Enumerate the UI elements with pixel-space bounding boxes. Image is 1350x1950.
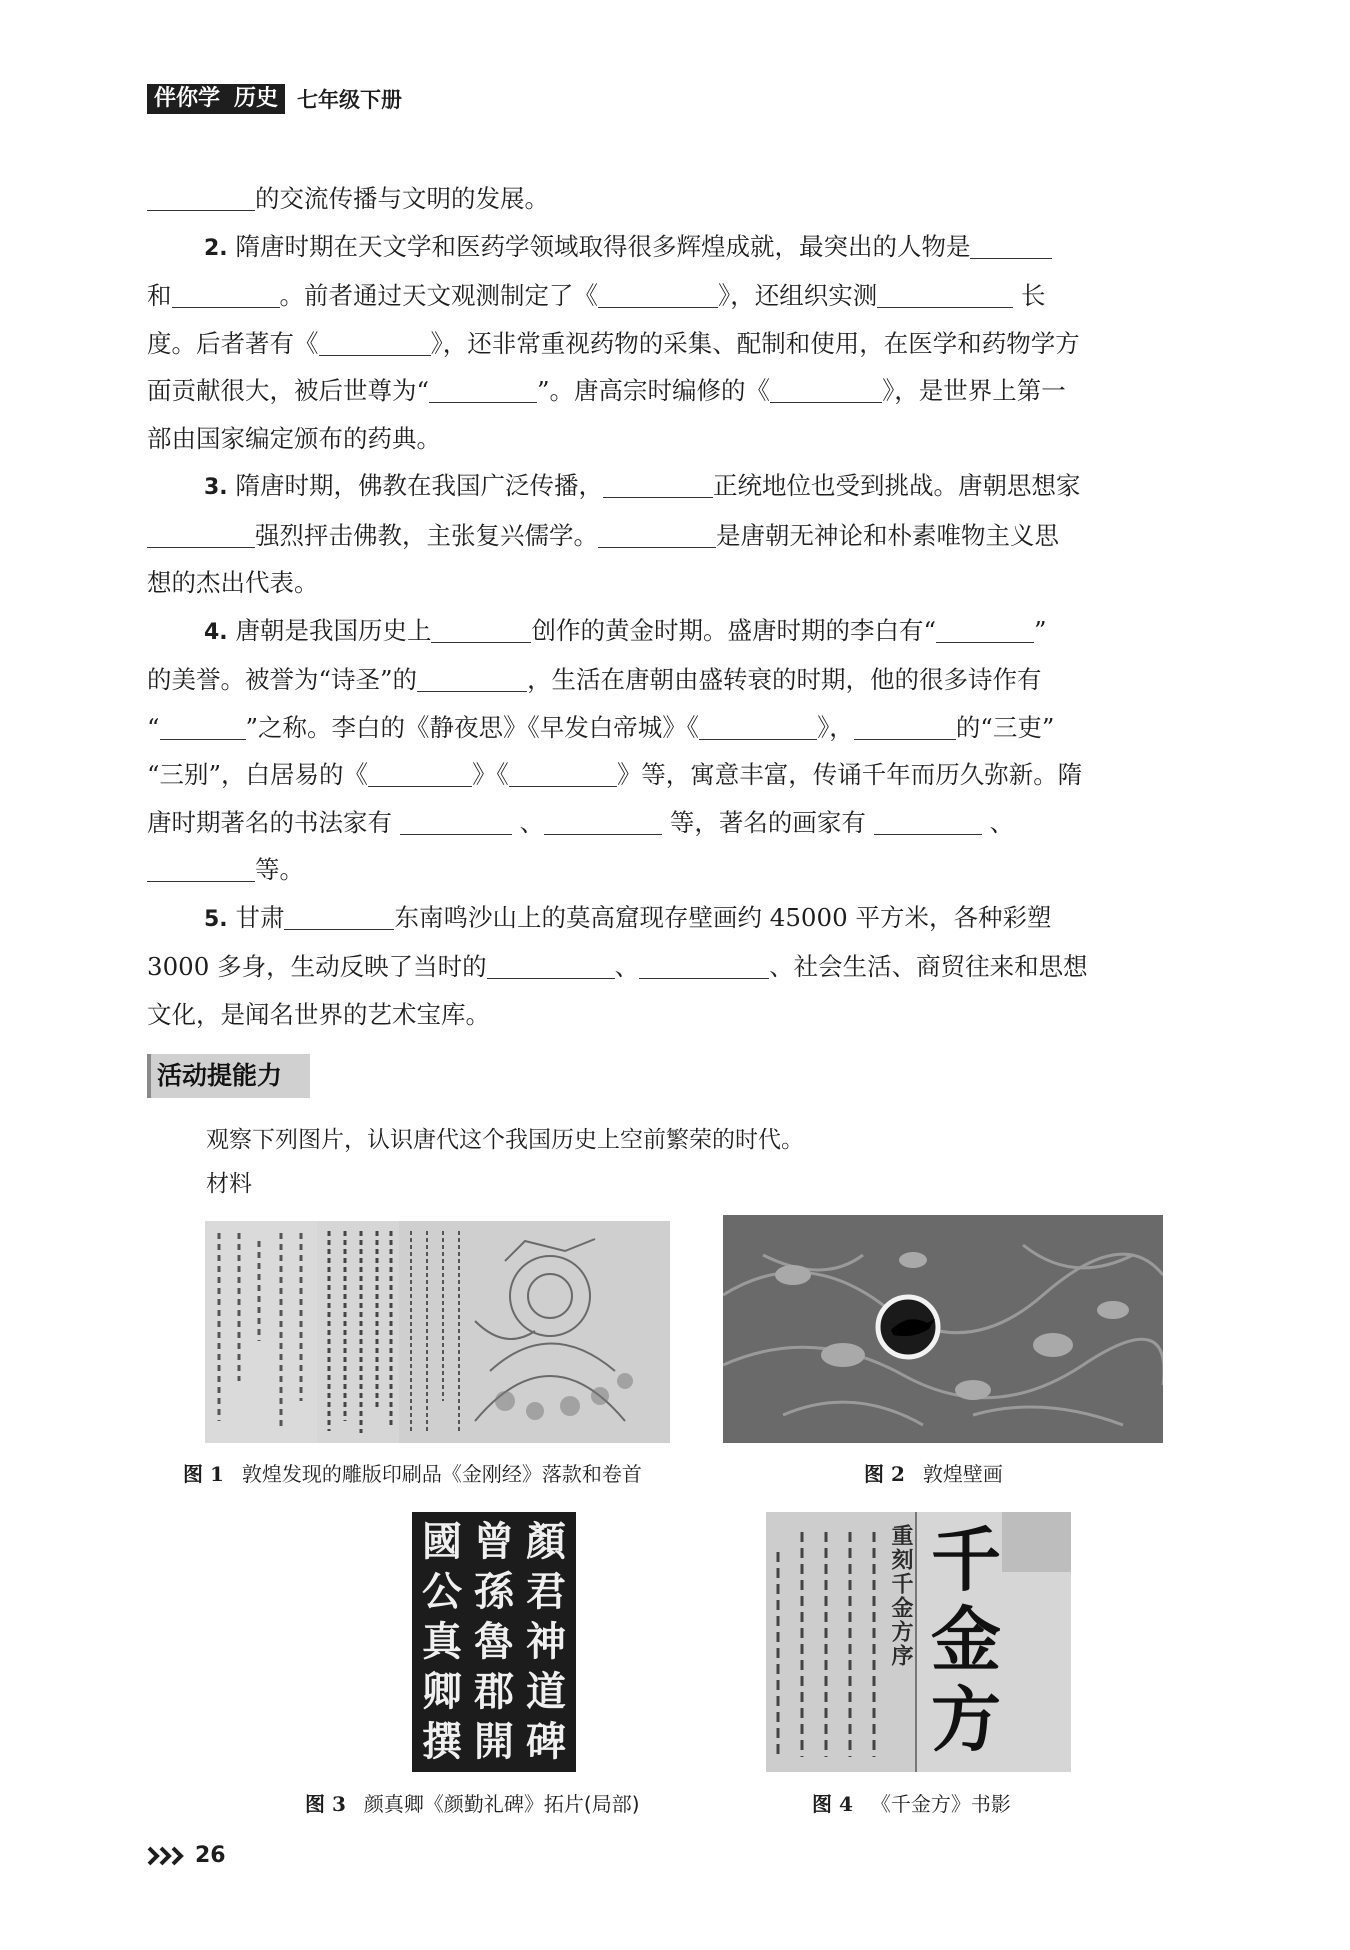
question-4-line6: 等。 bbox=[147, 846, 1194, 894]
activity-intro: 观察下列图片，认识唐代这个我国历史上空前繁荣的时代。 bbox=[206, 1127, 804, 1153]
answer-blank[interactable] bbox=[400, 808, 512, 835]
preface-title: 重刻千金方序 bbox=[888, 1524, 914, 1668]
answer-blank[interactable] bbox=[509, 760, 617, 787]
answer-blank[interactable] bbox=[699, 713, 817, 740]
answer-blank[interactable] bbox=[970, 232, 1052, 259]
figure-4-image bbox=[766, 1512, 1071, 1772]
question-3-line2: 强烈抨击佛教，主张复兴儒学。 是唐朝无神论和朴素唯物主义思 bbox=[147, 512, 1194, 560]
page-number: 26 bbox=[195, 1843, 226, 1868]
fill-in-questions bbox=[147, 175, 1194, 1038]
figure-2-image bbox=[723, 1215, 1163, 1443]
rubbing-column bbox=[416, 1518, 468, 1766]
answer-blank[interactable] bbox=[877, 281, 1013, 308]
rubbing-char: 曾 bbox=[474, 1518, 514, 1565]
triple-chevron-icon bbox=[147, 1845, 187, 1867]
qianjinfang-title bbox=[926, 1520, 1006, 1760]
figure-4-caption: 图 4 《千金方》书影 bbox=[812, 1792, 1011, 1816]
question-5: 5. 甘肃 东南鸣沙山上的莫高窟现存壁画约 45000 平方米，各种彩塑 bbox=[204, 902, 1052, 932]
rubbing-char: 魯 bbox=[474, 1618, 514, 1665]
rubbing-char: 神 bbox=[526, 1618, 566, 1665]
answer-blank[interactable] bbox=[639, 952, 769, 979]
rubbing-char: 撰 bbox=[422, 1718, 462, 1765]
title-char: 金 bbox=[931, 1598, 1001, 1681]
question-3: 3. 隋唐时期，佛教在我国广泛传播， 正统地位也受到挑战。唐朝思想家 bbox=[204, 471, 1081, 500]
figure-2-caption: 图 2 敦煌壁画 bbox=[864, 1462, 1003, 1486]
question-2-line5: 部由国家编定颁布的药典。 bbox=[147, 423, 441, 453]
question-1-tail: 的交流传播与文明的发展。 bbox=[147, 175, 1194, 223]
activity-section-tag: 活动提能力 bbox=[147, 1054, 310, 1098]
rubbing-char: 開 bbox=[474, 1718, 514, 1765]
question-5-line2: 3000 多身，生动反映了当时的 、 、社会生活、商贸往来和思想 bbox=[147, 952, 1088, 981]
figure-3-image bbox=[412, 1512, 576, 1772]
answer-blank[interactable] bbox=[854, 713, 956, 740]
question-4: 4. 唐朝是我国历史上 创作的黄金时期。盛唐时期的李白有“ ” bbox=[204, 615, 1047, 645]
rubbing-char: 公 bbox=[422, 1568, 462, 1615]
figure-1-caption: 图 1 敦煌发现的雕版印刷品《金刚经》落款和卷首 bbox=[183, 1462, 642, 1486]
answer-blank[interactable] bbox=[417, 665, 527, 692]
question-2-line2: 和 。前者通过天文观测制定了《 》，还组织实测 长 bbox=[147, 281, 1046, 310]
rubbing-char: 真 bbox=[422, 1618, 462, 1665]
question-2-line4: 面贡献很大，被后世尊为“ ”。唐高宗时编修的《 》，是世界上第一 bbox=[147, 376, 1066, 405]
page-header bbox=[147, 84, 402, 114]
answer-blank[interactable] bbox=[147, 521, 255, 548]
brand-right: 历史 bbox=[234, 86, 279, 111]
question-4-line5: 唐时期著名的书法家有 、 等，著名的画家有 、 bbox=[147, 807, 1014, 837]
rubbing-char: 碑 bbox=[526, 1718, 566, 1765]
figure-1-image bbox=[205, 1221, 670, 1443]
rubbing-char: 顏 bbox=[526, 1518, 566, 1565]
rubbing-char: 孫 bbox=[474, 1568, 514, 1615]
answer-blank[interactable] bbox=[368, 760, 472, 787]
answer-blank[interactable] bbox=[603, 471, 713, 498]
question-5-line3: 文化，是闻名世界的艺术宝库。 bbox=[147, 999, 490, 1029]
title-char: 方 bbox=[931, 1678, 1001, 1761]
title-char: 千 bbox=[931, 1518, 1001, 1601]
rubbing-char: 郡 bbox=[474, 1668, 514, 1715]
question-4-line3: “ ”之称。李白的《静夜思》《早发白帝城》《 》， 的“三吏” bbox=[147, 712, 1055, 742]
rubbing-char: 卿 bbox=[422, 1668, 462, 1715]
material-label: 材料 bbox=[206, 1171, 252, 1197]
answer-blank[interactable] bbox=[487, 952, 615, 979]
question-3-line3: 想的杰出代表。 bbox=[147, 568, 319, 597]
answer-blank[interactable] bbox=[431, 616, 531, 643]
answer-blank[interactable] bbox=[770, 376, 882, 403]
answer-blank[interactable] bbox=[598, 521, 716, 548]
answer-blank[interactable] bbox=[598, 281, 718, 308]
answer-blank[interactable] bbox=[319, 329, 431, 356]
rubbing-char: 道 bbox=[526, 1668, 566, 1715]
answer-blank[interactable] bbox=[874, 808, 982, 835]
grade-label: 七年级下册 bbox=[297, 87, 403, 112]
question-2-line3: 度。后者著有《 》，还非常重视药物的采集、配制和使用，在医学和药物学方 bbox=[147, 328, 1080, 358]
figure-3-caption: 图 3 颜真卿《颜勤礼碑》拓片(局部) bbox=[305, 1792, 640, 1816]
brand-left: 伴你学 bbox=[154, 86, 221, 111]
rubbing-column bbox=[520, 1518, 572, 1766]
question-4-line2: 的美誉。被誉为“诗圣”的 ，生活在唐朝由盛转衰的时期，他的很多诗作有 bbox=[147, 665, 1042, 694]
answer-blank[interactable] bbox=[172, 281, 280, 308]
rubbing-char: 君 bbox=[526, 1568, 566, 1615]
answer-blank[interactable] bbox=[429, 376, 537, 403]
answer-blank[interactable] bbox=[147, 184, 255, 211]
answer-blank[interactable] bbox=[147, 855, 255, 882]
answer-blank[interactable] bbox=[160, 713, 246, 740]
page-footer bbox=[147, 1843, 226, 1868]
rubbing-column bbox=[468, 1518, 520, 1766]
series-brand bbox=[147, 84, 285, 114]
answer-blank[interactable] bbox=[544, 808, 662, 835]
answer-blank[interactable] bbox=[936, 616, 1034, 643]
answer-blank[interactable] bbox=[284, 903, 394, 930]
rubbing-calligraphy bbox=[412, 1512, 576, 1772]
question-4-line4: “三别”，白居易的《 》《 》等，寓意丰富，传诵千年而历久弥新。隋 bbox=[147, 760, 1083, 789]
rubbing-char: 國 bbox=[422, 1518, 462, 1565]
question-2: 2. 隋唐时期在天文学和医药学领域取得很多辉煌成就，最突出的人物是 bbox=[147, 223, 1194, 273]
